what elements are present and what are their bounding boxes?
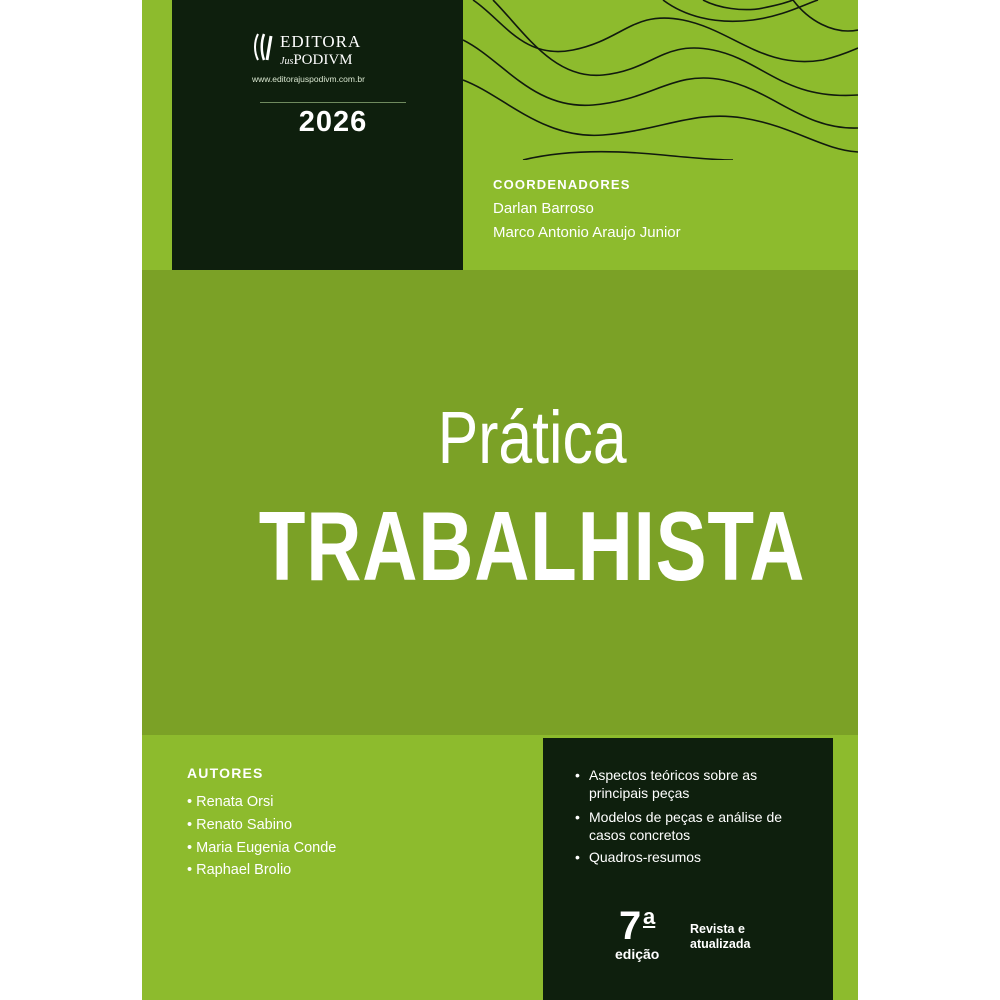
book-cover	[142, 0, 858, 1000]
bullet: •	[575, 767, 580, 783]
author-name: Renata Orsi	[196, 794, 274, 810]
feature-item	[575, 766, 815, 802]
bullet: •	[187, 817, 193, 833]
author-name: Maria Eugenia Conde	[196, 840, 337, 856]
edition-ordinal: a	[643, 904, 656, 929]
coordinators-heading: COORDENADORES	[493, 177, 631, 192]
book-title-line1: Prática	[437, 396, 627, 479]
author-item	[187, 817, 292, 833]
bullet: •	[575, 849, 580, 865]
book-title-line2: TRABALHISTA	[258, 491, 806, 601]
author-item	[187, 862, 291, 878]
edition-number: 7	[619, 904, 641, 948]
publisher-subname	[280, 52, 353, 69]
edition-label: edição	[615, 946, 660, 962]
author-item	[187, 840, 336, 856]
top-dark-panel	[172, 0, 463, 270]
publisher-subname-prefix: Jus	[280, 56, 294, 67]
coordinator-name: Marco Antonio Araujo Junior	[493, 224, 681, 241]
bottom-dark-panel	[543, 738, 833, 1000]
feature-text: Quadros-resumos	[589, 849, 702, 865]
publisher-subname-main: PODIVM	[293, 52, 353, 68]
bullet: •	[187, 840, 193, 856]
author-item	[187, 794, 273, 810]
feature-text: Aspectos teóricos sobre as principais peças	[589, 767, 758, 801]
year-label: 2026	[298, 106, 368, 138]
divider	[260, 102, 406, 103]
bullet: •	[575, 809, 580, 825]
feature-text: Modelos de peças e análise de casos concretos	[589, 809, 783, 843]
authors-heading: AUTORES	[187, 765, 264, 781]
bullet: •	[187, 862, 193, 878]
coordinator-name: Darlan Barroso	[493, 200, 594, 217]
publisher-website: www.editorajuspodivm.com.br	[252, 74, 365, 84]
edition-note: Revista e atualizada	[690, 922, 751, 951]
topographic-lines-decoration	[463, 0, 858, 160]
bullet: •	[187, 794, 193, 810]
author-name: Renato Sabino	[196, 817, 293, 833]
feature-item	[575, 848, 815, 866]
author-name: Raphael Brolio	[196, 862, 292, 878]
publisher-logo-icon	[252, 32, 278, 62]
publisher-name: EDITORA	[280, 32, 362, 51]
feature-item	[575, 808, 815, 844]
publisher-logo	[252, 32, 392, 92]
